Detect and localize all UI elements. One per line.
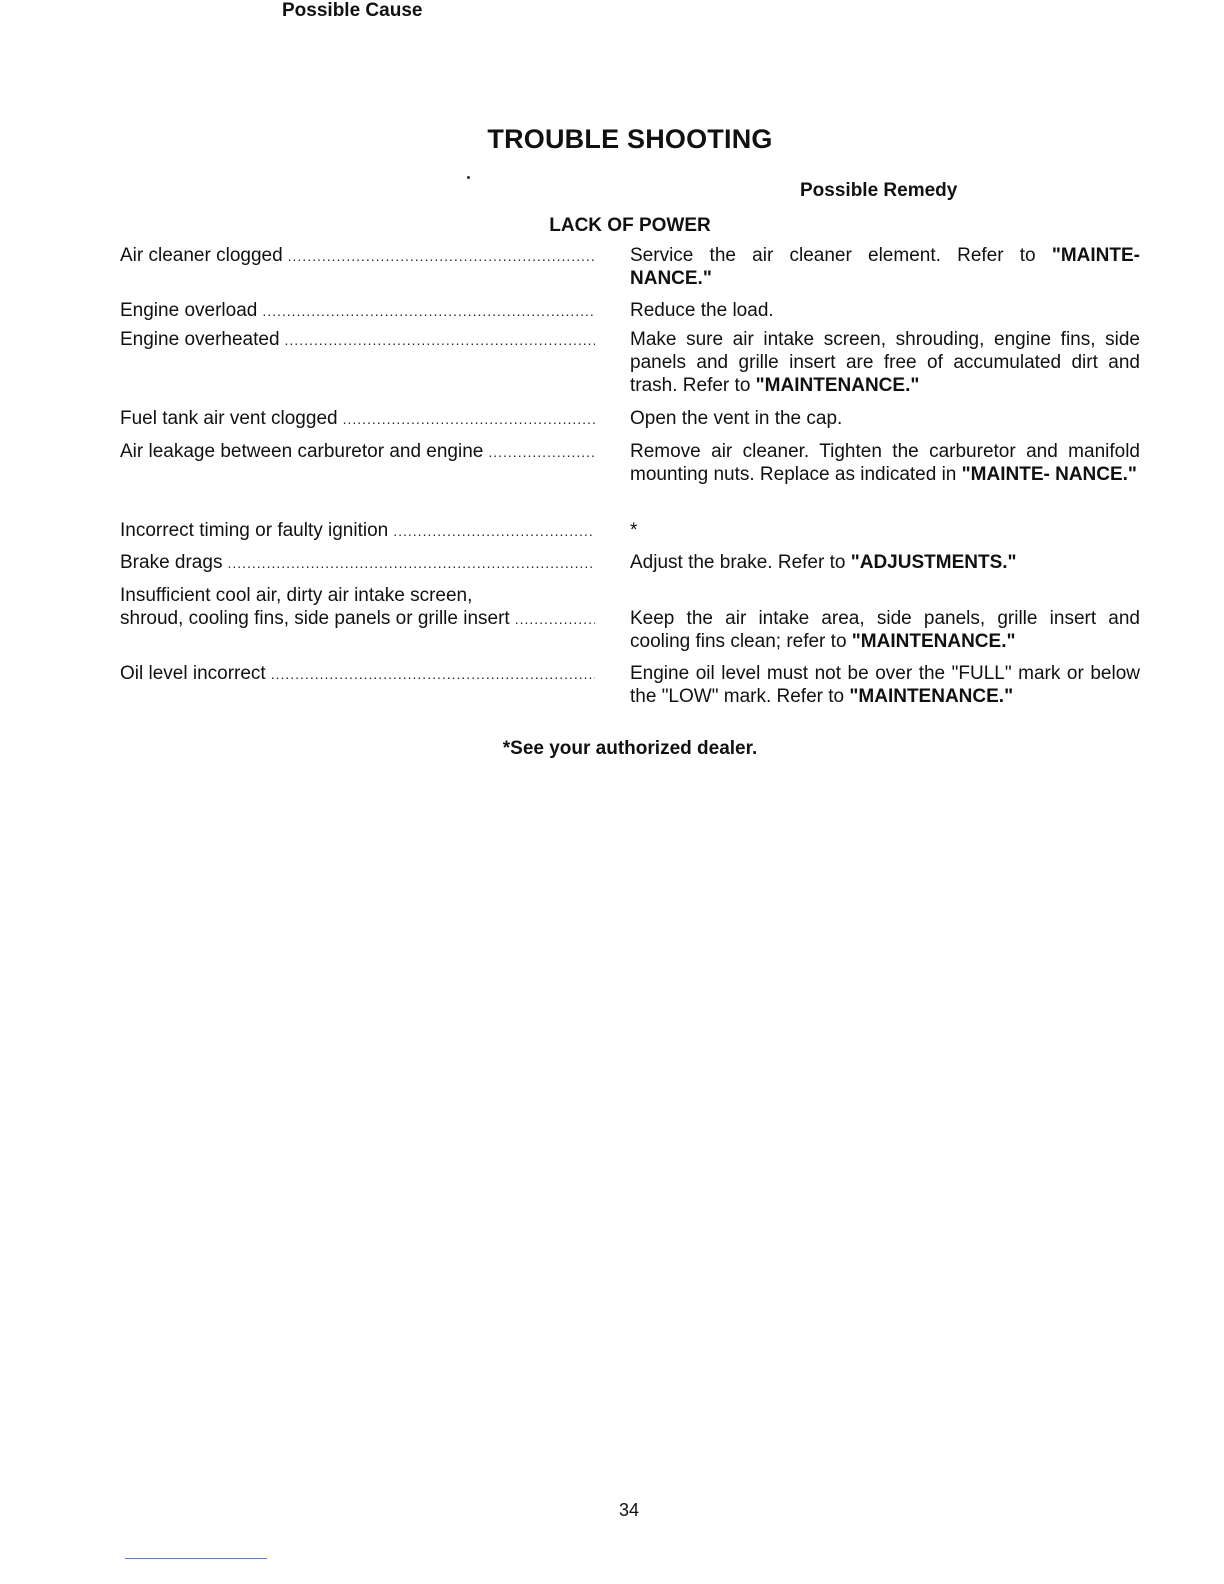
column-header-remedy: Possible Remedy [800,180,958,201]
remedy-cell [630,328,1140,397]
remedy-cell [630,551,1140,574]
remedy-text: Service the air cleaner element. Refer to [630,245,1052,266]
column-header-cause: Possible Cause [282,0,423,21]
remedy-cell [630,440,1140,486]
footnote: *See your authorized dealer. [502,738,758,759]
remedy-reference: "MAINTENANCE." [755,375,920,396]
remedy-text: * [630,520,638,541]
dot-leader [288,245,595,268]
cause-cell [120,551,595,575]
cause-text: shroud, cooling fins, side panels or grille insert [120,608,510,629]
dot-leader [227,552,595,575]
remedy-text: Keep the air intake area, side panels, grille insert and cooling fins clean; refer to [630,608,1140,652]
dot-leader [343,408,595,431]
remedy-cell [630,519,1140,542]
cause-cell [120,244,595,268]
remedy-reference: "ADJUSTMENTS." [850,552,1017,573]
dot-leader [393,520,595,543]
remedy-cell [630,607,1140,653]
dot-leader [262,300,595,323]
cause-cell [120,584,595,631]
cause-text: Air leakage between carburetor and engine [120,441,484,462]
cause-text: Air cleaner clogged [120,245,283,266]
remedy-reference: "MAINTE- NANCE." [630,245,1140,289]
dot-leader [285,329,595,352]
remedy-text: Make sure air intake screen, shrouding, engine fins, side panels and grille insert are free of accumulated dirt and trash. Refer to [630,329,1140,396]
cause-text: Engine overload [120,300,258,321]
cause-text: Oil level incorrect [120,663,266,684]
dot-leader [488,441,595,464]
cause-cell [120,407,595,431]
remedy-cell [630,299,1140,322]
scan-underline-mark [125,1558,267,1559]
dot-leader [515,608,595,631]
cause-cell [120,519,595,543]
cause-text: Brake drags [120,552,223,573]
remedy-reference: "MAINTENANCE." [849,686,1014,707]
cause-text: Fuel tank air vent clogged [120,408,338,429]
page-title: TROUBLE SHOOTING [487,124,773,154]
remedy-reference: "MAINTENANCE." [851,631,1016,652]
cause-text: Engine overheated [120,329,280,350]
remedy-text: Engine oil level must not be over the "FULL" mark or below the "LOW" mark. Refer to [630,663,1140,707]
page-number: 34 [618,1500,640,1520]
remedy-text: Open the vent in the cap. [630,408,843,429]
dot-leader [271,663,595,686]
stray-dot [467,176,470,179]
remedy-reference: "MAINTE- NANCE." [961,464,1137,485]
cause-text: Insufficient cool air, dirty air intake screen, [120,585,473,606]
remedy-cell [630,662,1140,708]
cause-cell [120,662,595,686]
remedy-text: Reduce the load. [630,300,774,321]
cause-text: Incorrect timing or faulty ignition [120,520,389,541]
remedy-text: Remove air cleaner. Tighten the carburetor and manifold mounting nuts. Replace as indicated in [630,441,1140,485]
remedy-cell [630,407,1140,430]
remedy-text: Adjust the brake. Refer to [630,552,851,573]
cause-cell [120,328,595,352]
section-title: LACK OF POWER [549,215,711,236]
cause-cell [120,299,595,323]
cause-cell [120,440,595,464]
remedy-cell [630,244,1140,290]
